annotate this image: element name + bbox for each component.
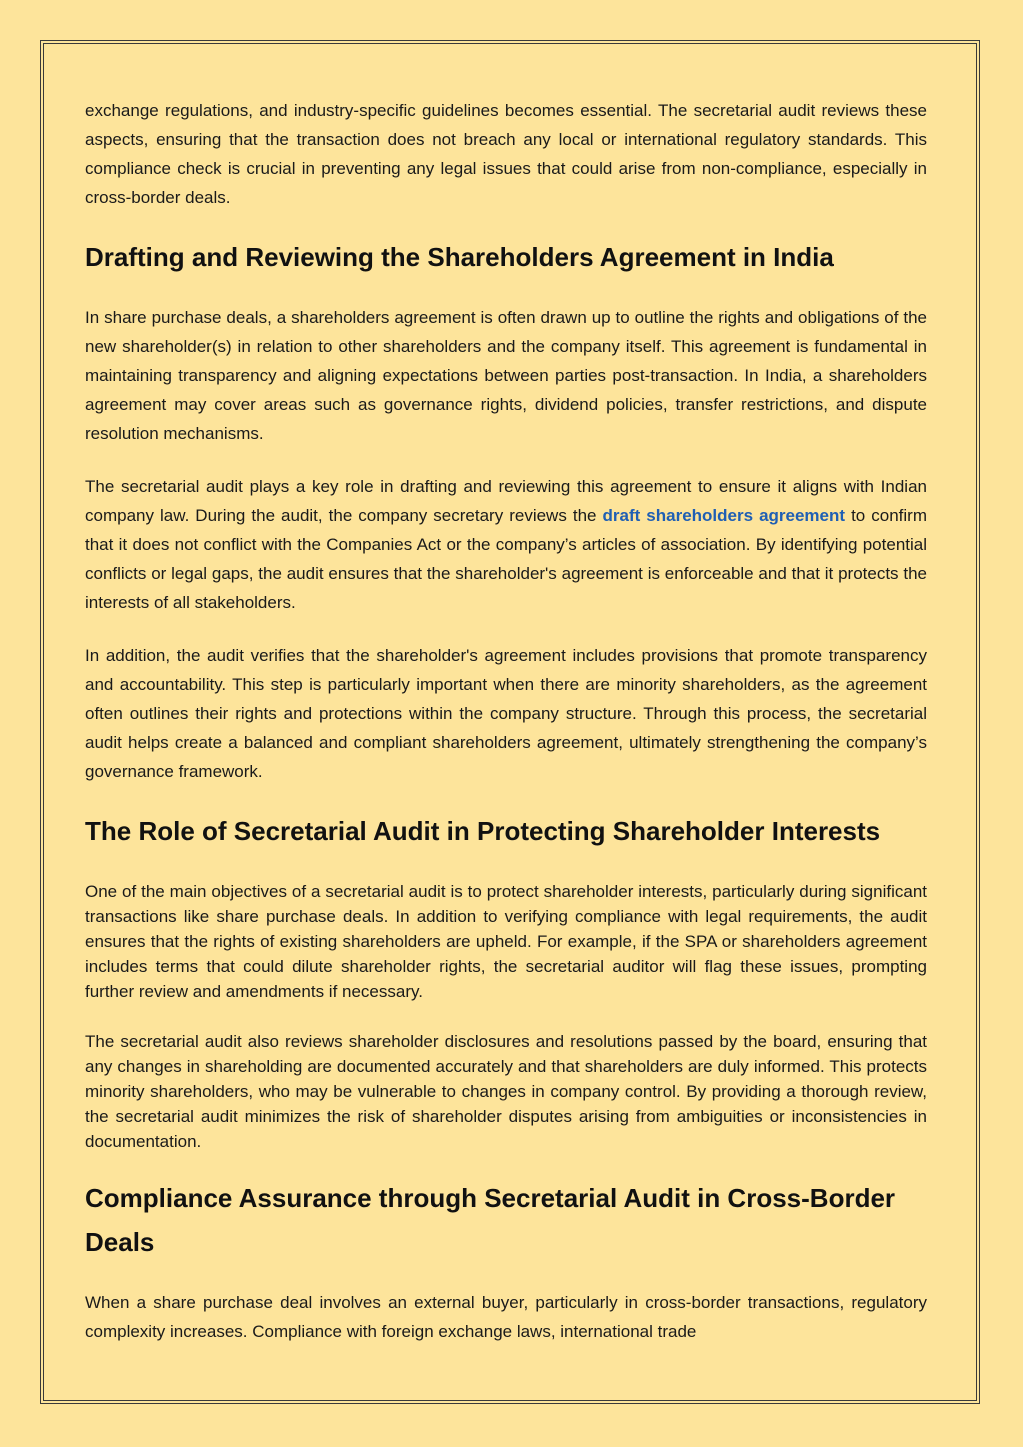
drafting-paragraph-2-text-before: The secretarial audit plays a key role in drafting and reviewing this agreement to ensure it aligns with Indian company law. During the audit, the company secretary reviews the <box>85 477 927 525</box>
intro-paragraph: exchange regulations, and industry-specific guidelines becomes essential. The secretarial audit reviews these aspects, ensuring that the transaction does not breach any local or international regulatory standards. This compliance check is crucial in preventing any legal issues that could arise from non-compliance, especially in cross-border deals. <box>85 101 927 207</box>
compliance-paragraph-1: When a share purchase deal involves an external buyer, particularly in cross-border transactions, regulatory complexity increases. Compliance with foreign exchange laws, international trade <box>85 1293 927 1341</box>
heading-role-secretarial-audit: The Role of Secretarial Audit in Protecting Shareholder Interests <box>85 816 881 846</box>
heading-compliance-assurance: Compliance Assurance through Secretarial Audit in Cross-Border Deals <box>85 1183 896 1257</box>
heading-drafting-shareholders-agreement: Drafting and Reviewing the Shareholders Agreement in India <box>85 242 834 272</box>
role-paragraph-1: One of the main objectives of a secretarial audit is to protect shareholder interests, particularly during significant transactions like share purchase deals. In addition to verifying compliance with legal requirements, the audit ensures that the rights of existing shareholders are upheld. For example, if the SPA or shareholders agreement includes terms that could dilute shareholder rights, the secretarial auditor will flag these issues, prompting further review and amendments if necessary. <box>85 882 927 1001</box>
drafting-paragraph-2 <box>85 472 927 617</box>
drafting-paragraph-2-text-after: to confirm that it does not conflict with the Companies Act or the company’s articles of association. By identifying potential conflicts or legal gaps, the audit ensures that the shareholder's agreement is enforceable and that it protects the interests of all stakeholders. <box>85 506 928 612</box>
drafting-paragraph-3: In addition, the audit verifies that the shareholder's agreement includes provisions that promote transparency and accountability. This step is particularly important when there are minority shareholders, as the agreement often outlines their rights and protections within the company structure. Through this process, the secretarial audit helps create a balanced and compliant shareholders agreement, ultimately strengthening the company’s governance framework. <box>85 646 927 781</box>
draft-shareholders-agreement-link[interactable]: draft shareholders agreement <box>602 506 846 525</box>
role-paragraph-2: The secretarial audit also reviews shareholder disclosures and resolutions passed by the board, ensuring that any changes in shareholding are documented accurately and that shareholders are duly informed. This protects minority shareholders, who may be vulnerable to changes in company control. By providing a thorough review, the secretarial audit minimizes the risk of shareholder disputes arising from ambiguities or inconsistencies in documentation. <box>85 1032 927 1151</box>
drafting-paragraph-1: In share purchase deals, a shareholders agreement is often drawn up to outline the rights and obligations of the new shareholder(s) in relation to other shareholders and the company itself. This agreement is fundamental in maintaining transparency and aligning expectations between parties post-transaction. In India, a shareholders agreement may cover areas such as governance rights, dividend policies, transfer restrictions, and dispute resolution mechanisms. <box>85 308 927 443</box>
